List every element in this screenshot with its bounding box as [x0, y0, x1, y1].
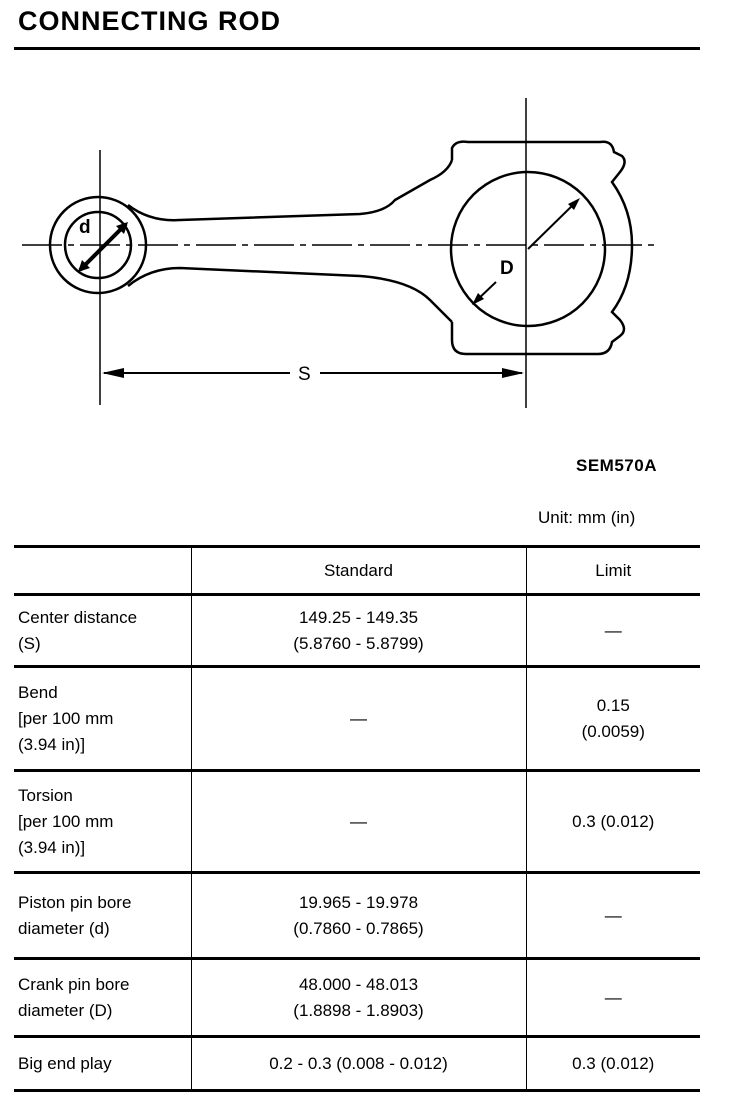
small-bore-label: d [79, 217, 91, 238]
row-limit: 0.3 (0.012) [526, 1037, 700, 1091]
title-rule [14, 47, 700, 50]
row-limit: 0.15 (0.0059) [526, 667, 700, 771]
row-limit: — [526, 595, 700, 667]
connecting-rod-diagram [0, 60, 700, 450]
header-limit: Limit [526, 547, 700, 595]
row-standard: 48.000 - 48.013 (1.8898 - 1.8903) [191, 959, 526, 1037]
unit-note: Unit: mm (in) [538, 508, 636, 527]
header-item [14, 547, 191, 595]
row-limit: — [526, 873, 700, 959]
row-standard: 0.2 - 0.3 (0.008 - 0.012) [191, 1037, 526, 1091]
row-item: Big end play [14, 1037, 191, 1091]
specification-table [14, 545, 700, 1092]
row-standard: — [191, 771, 526, 873]
row-limit: 0.3 (0.012) [526, 771, 700, 873]
table-row [14, 771, 700, 873]
row-item: Center distance (S) [14, 595, 191, 667]
rod-beam-lower [128, 268, 452, 322]
center-distance-arrowhead-right [502, 368, 524, 378]
row-standard: — [191, 667, 526, 771]
table-row [14, 959, 700, 1037]
table-row [14, 667, 700, 771]
table-header-row [14, 547, 700, 595]
table-row [14, 595, 700, 667]
row-item: Torsion [per 100 mm (3.94 in)] [14, 771, 191, 873]
figure-code: SEM570A [576, 456, 657, 475]
row-item: Piston pin bore diameter (d) [14, 873, 191, 959]
page-title: CONNECTING ROD [18, 6, 281, 36]
table-row [14, 873, 700, 959]
row-standard: 19.965 - 19.978 (0.7860 - 0.7865) [191, 873, 526, 959]
big-bore-label: D [500, 258, 514, 279]
table-row [14, 1037, 700, 1091]
rod-beam-upper [128, 160, 452, 220]
center-distance-arrowhead-left [102, 368, 124, 378]
row-item: Bend [per 100 mm (3.94 in)] [14, 667, 191, 771]
row-item: Crank pin bore diameter (D) [14, 959, 191, 1037]
big-bore-dimension-line [528, 202, 576, 249]
row-standard: 149.25 - 149.35 (5.8760 - 5.8799) [191, 595, 526, 667]
center-distance-label: S [298, 364, 311, 385]
header-standard: Standard [191, 547, 526, 595]
row-limit: — [526, 959, 700, 1037]
